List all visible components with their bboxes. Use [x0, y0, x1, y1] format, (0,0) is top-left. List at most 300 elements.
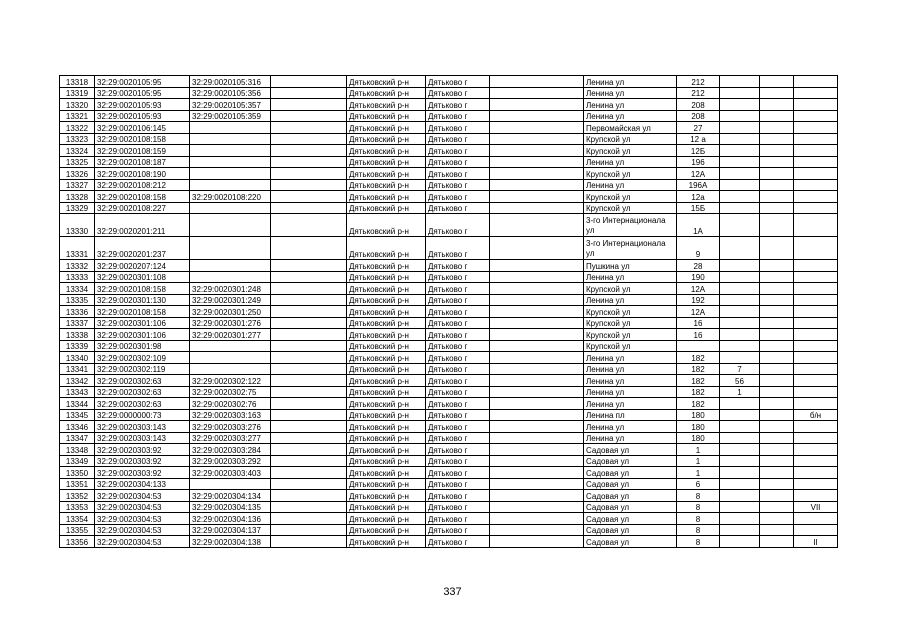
- street-cell: Крупской ул: [584, 202, 677, 214]
- parcel-number-cell: 32:29:0020301:106: [95, 317, 190, 329]
- house-number-cell: 208: [677, 99, 720, 111]
- blank-cell: [271, 294, 347, 306]
- row-number-cell: 13354: [60, 513, 95, 525]
- city-cell: Дятьково г: [426, 306, 490, 318]
- blank-cell: [760, 156, 794, 168]
- object-number-cell: [190, 145, 271, 157]
- object-number-cell: 32:29:0020304:138: [190, 536, 271, 548]
- city-cell: Дятьково г: [426, 110, 490, 122]
- city-cell: Дятьково г: [426, 490, 490, 502]
- blank-cell: [490, 421, 584, 433]
- row-number-cell: 13339: [60, 340, 95, 352]
- table-row: [60, 283, 838, 295]
- street-cell: Ленина ул: [584, 294, 677, 306]
- object-number-cell: 32:29:0020303:292: [190, 455, 271, 467]
- blank-cell: [490, 501, 584, 513]
- parcel-number-cell: 32:29:0020304:53: [95, 501, 190, 513]
- street-cell: Садовая ул: [584, 467, 677, 479]
- house-number-cell: 1: [677, 444, 720, 456]
- blank-cell: [760, 214, 794, 237]
- house-number-cell: 1А: [677, 214, 720, 237]
- apartment-cell: 1: [720, 386, 760, 398]
- apartment-cell: [720, 352, 760, 364]
- row-number-cell: 13318: [60, 76, 95, 88]
- district-cell: Дятьковский р-н: [347, 444, 426, 456]
- blank-cell: [271, 444, 347, 456]
- row-number-cell: 13344: [60, 398, 95, 410]
- parcel-number-cell: 32:29:0020105:93: [95, 99, 190, 111]
- blank-cell: [760, 467, 794, 479]
- row-number-cell: 13324: [60, 145, 95, 157]
- object-number-cell: 32:29:0020304:134: [190, 490, 271, 502]
- blank-cell: [760, 191, 794, 203]
- city-cell: Дятьково г: [426, 76, 490, 88]
- table-row: [60, 191, 838, 203]
- blank-cell: [271, 87, 347, 99]
- house-number-cell: 182: [677, 352, 720, 364]
- house-number-cell: 6: [677, 478, 720, 490]
- district-cell: Дятьковский р-н: [347, 421, 426, 433]
- city-cell: Дятьково г: [426, 191, 490, 203]
- blank-cell: [760, 133, 794, 145]
- parcel-number-cell: 32:29:0020207:124: [95, 260, 190, 272]
- district-cell: Дятьковский р-н: [347, 363, 426, 375]
- parcel-number-cell: 32:29:0020105:95: [95, 76, 190, 88]
- object-number-cell: [190, 122, 271, 134]
- blank-cell: [490, 145, 584, 157]
- blank-cell: [271, 283, 347, 295]
- note-cell: [794, 99, 838, 111]
- table-row: [60, 260, 838, 272]
- parcel-number-cell: 32:29:0000000:73: [95, 409, 190, 421]
- street-cell: Ленина ул: [584, 352, 677, 364]
- blank-cell: [271, 363, 347, 375]
- table-row: [60, 122, 838, 134]
- district-cell: Дятьковский р-н: [347, 478, 426, 490]
- city-cell: Дятьково г: [426, 87, 490, 99]
- street-cell: Крупской ул: [584, 145, 677, 157]
- blank-cell: [490, 214, 584, 237]
- object-number-cell: 32:29:0020303:276: [190, 421, 271, 433]
- note-cell: [794, 421, 838, 433]
- object-number-cell: [190, 237, 271, 260]
- blank-cell: [271, 99, 347, 111]
- object-number-cell: [190, 202, 271, 214]
- parcel-number-cell: 32:29:0020302:63: [95, 386, 190, 398]
- apartment-cell: [720, 478, 760, 490]
- parcel-number-cell: 32:29:0020302:63: [95, 375, 190, 387]
- note-cell: [794, 513, 838, 525]
- note-cell: [794, 375, 838, 387]
- blank-cell: [490, 110, 584, 122]
- object-number-cell: 32:29:0020105:356: [190, 87, 271, 99]
- district-cell: Дятьковский р-н: [347, 524, 426, 536]
- blank-cell: [760, 352, 794, 364]
- city-cell: Дятьково г: [426, 352, 490, 364]
- blank-cell: [271, 202, 347, 214]
- apartment-cell: [720, 99, 760, 111]
- object-number-cell: 32:29:0020301:248: [190, 283, 271, 295]
- blank-cell: [490, 490, 584, 502]
- city-cell: Дятьково г: [426, 363, 490, 375]
- row-number-cell: 13335: [60, 294, 95, 306]
- apartment-cell: [720, 122, 760, 134]
- city-cell: Дятьково г: [426, 536, 490, 548]
- blank-cell: [490, 478, 584, 490]
- row-number-cell: 13338: [60, 329, 95, 341]
- note-cell: [794, 432, 838, 444]
- table-row: [60, 444, 838, 456]
- row-number-cell: 13349: [60, 455, 95, 467]
- house-number-cell: 1: [677, 455, 720, 467]
- district-cell: Дятьковский р-н: [347, 490, 426, 502]
- row-number-cell: 13356: [60, 536, 95, 548]
- blank-cell: [490, 432, 584, 444]
- apartment-cell: [720, 76, 760, 88]
- street-cell: Ленина ул: [584, 271, 677, 283]
- apartment-cell: [720, 524, 760, 536]
- street-cell: Ленина ул: [584, 87, 677, 99]
- table-row: [60, 294, 838, 306]
- table-row: [60, 409, 838, 421]
- object-number-cell: 32:29:0020303:284: [190, 444, 271, 456]
- table-row: [60, 145, 838, 157]
- blank-cell: [760, 110, 794, 122]
- city-cell: Дятьково г: [426, 398, 490, 410]
- row-number-cell: 13319: [60, 87, 95, 99]
- parcel-number-cell: 32:29:0020108:187: [95, 156, 190, 168]
- blank-cell: [760, 99, 794, 111]
- blank-cell: [760, 260, 794, 272]
- note-cell: [794, 202, 838, 214]
- city-cell: Дятьково г: [426, 386, 490, 398]
- object-number-cell: [190, 133, 271, 145]
- blank-cell: [760, 145, 794, 157]
- row-number-cell: 13337: [60, 317, 95, 329]
- object-number-cell: 32:29:0020303:277: [190, 432, 271, 444]
- row-number-cell: 13333: [60, 271, 95, 283]
- district-cell: Дятьковский р-н: [347, 501, 426, 513]
- note-cell: [794, 156, 838, 168]
- table-row: [60, 133, 838, 145]
- street-cell: Пушкина ул: [584, 260, 677, 272]
- street-cell: Ленина ул: [584, 386, 677, 398]
- apartment-cell: [720, 306, 760, 318]
- city-cell: Дятьково г: [426, 375, 490, 387]
- object-number-cell: 32:29:0020304:135: [190, 501, 271, 513]
- blank-cell: [490, 271, 584, 283]
- blank-cell: [490, 133, 584, 145]
- object-number-cell: 32:29:0020301:277: [190, 329, 271, 341]
- district-cell: Дятьковский р-н: [347, 432, 426, 444]
- blank-cell: [760, 179, 794, 191]
- blank-cell: [271, 421, 347, 433]
- apartment-cell: [720, 179, 760, 191]
- object-number-cell: 32:29:0020303:403: [190, 467, 271, 479]
- object-number-cell: [190, 168, 271, 180]
- blank-cell: [760, 455, 794, 467]
- house-number-cell: 180: [677, 432, 720, 444]
- house-number-cell: 16: [677, 317, 720, 329]
- blank-cell: [271, 156, 347, 168]
- blank-cell: [760, 398, 794, 410]
- parcel-number-cell: 32:29:0020301:106: [95, 329, 190, 341]
- table-row: [60, 202, 838, 214]
- district-cell: Дятьковский р-н: [347, 202, 426, 214]
- object-number-cell: 32:29:0020302:122: [190, 375, 271, 387]
- house-number-cell: 12а: [677, 191, 720, 203]
- house-number-cell: 12Б: [677, 145, 720, 157]
- blank-cell: [760, 202, 794, 214]
- blank-cell: [271, 179, 347, 191]
- street-cell: Ленина ул: [584, 76, 677, 88]
- blank-cell: [271, 168, 347, 180]
- blank-cell: [271, 409, 347, 421]
- note-cell: [794, 179, 838, 191]
- street-cell: Крупской ул: [584, 133, 677, 145]
- note-cell: [794, 110, 838, 122]
- blank-cell: [760, 432, 794, 444]
- district-cell: Дятьковский р-н: [347, 513, 426, 525]
- table-row: [60, 501, 838, 513]
- table-row: [60, 363, 838, 375]
- district-cell: Дятьковский р-н: [347, 271, 426, 283]
- district-cell: Дятьковский р-н: [347, 386, 426, 398]
- row-number-cell: 13322: [60, 122, 95, 134]
- blank-cell: [271, 110, 347, 122]
- table-row: [60, 524, 838, 536]
- district-cell: Дятьковский р-н: [347, 260, 426, 272]
- table-row: [60, 352, 838, 364]
- apartment-cell: [720, 260, 760, 272]
- city-cell: Дятьково г: [426, 179, 490, 191]
- blank-cell: [271, 467, 347, 479]
- object-number-cell: 32:29:0020301:250: [190, 306, 271, 318]
- house-number-cell: 16: [677, 329, 720, 341]
- table-row: [60, 490, 838, 502]
- apartment-cell: [720, 329, 760, 341]
- blank-cell: [271, 478, 347, 490]
- apartment-cell: [720, 340, 760, 352]
- row-number-cell: 13340: [60, 352, 95, 364]
- district-cell: Дятьковский р-н: [347, 214, 426, 237]
- object-number-cell: 32:29:0020105:359: [190, 110, 271, 122]
- blank-cell: [490, 524, 584, 536]
- blank-cell: [490, 317, 584, 329]
- row-number-cell: 13320: [60, 99, 95, 111]
- blank-cell: [490, 168, 584, 180]
- blank-cell: [271, 524, 347, 536]
- blank-cell: [271, 329, 347, 341]
- street-cell: Крупской ул: [584, 317, 677, 329]
- note-cell: [794, 386, 838, 398]
- row-number-cell: 13348: [60, 444, 95, 456]
- street-text: 3-го Интернационала ул: [586, 216, 666, 235]
- table-row: [60, 271, 838, 283]
- blank-cell: [490, 122, 584, 134]
- object-number-cell: 32:29:0020301:249: [190, 294, 271, 306]
- house-number-cell: 190: [677, 271, 720, 283]
- street-cell: Садовая ул: [584, 513, 677, 525]
- street-cell: Ленина пл: [584, 409, 677, 421]
- street-cell: Садовая ул: [584, 524, 677, 536]
- apartment-cell: [720, 283, 760, 295]
- note-cell: [794, 191, 838, 203]
- house-number-cell: 182: [677, 386, 720, 398]
- table-body: [60, 76, 838, 548]
- district-cell: Дятьковский р-н: [347, 352, 426, 364]
- note-cell: [794, 306, 838, 318]
- apartment-cell: [720, 294, 760, 306]
- object-number-cell: [190, 363, 271, 375]
- blank-cell: [760, 363, 794, 375]
- house-number-cell: 182: [677, 398, 720, 410]
- house-number-cell: 180: [677, 409, 720, 421]
- house-number-cell: 8: [677, 536, 720, 548]
- blank-cell: [490, 294, 584, 306]
- object-number-cell: 32:29:0020105:357: [190, 99, 271, 111]
- blank-cell: [490, 76, 584, 88]
- parcel-number-cell: 32:29:0020303:143: [95, 421, 190, 433]
- blank-cell: [271, 237, 347, 260]
- apartment-cell: [720, 444, 760, 456]
- object-number-cell: 32:29:0020303:163: [190, 409, 271, 421]
- note-cell: [794, 271, 838, 283]
- street-cell: Садовая ул: [584, 444, 677, 456]
- apartment-cell: [720, 133, 760, 145]
- parcel-number-cell: 32:29:0020201:211: [95, 214, 190, 237]
- blank-cell: [271, 455, 347, 467]
- blank-cell: [271, 513, 347, 525]
- blank-cell: [760, 329, 794, 341]
- note-cell: [794, 168, 838, 180]
- blank-cell: [271, 398, 347, 410]
- street-cell: Крупской ул: [584, 283, 677, 295]
- district-cell: Дятьковский р-н: [347, 409, 426, 421]
- table-row: [60, 329, 838, 341]
- blank-cell: [271, 490, 347, 502]
- blank-cell: [271, 76, 347, 88]
- district-cell: Дятьковский р-н: [347, 122, 426, 134]
- house-number-cell: 180: [677, 421, 720, 433]
- object-number-cell: [190, 179, 271, 191]
- blank-cell: [271, 214, 347, 237]
- table-row: [60, 156, 838, 168]
- street-cell: Садовая ул: [584, 455, 677, 467]
- blank-cell: [760, 294, 794, 306]
- blank-cell: [490, 352, 584, 364]
- note-cell: [794, 524, 838, 536]
- city-cell: Дятьково г: [426, 513, 490, 525]
- apartment-cell: [720, 398, 760, 410]
- house-number-cell: 12А: [677, 283, 720, 295]
- blank-cell: [271, 375, 347, 387]
- city-cell: Дятьково г: [426, 145, 490, 157]
- parcel-number-cell: 32:29:0020303:92: [95, 455, 190, 467]
- row-number-cell: 13347: [60, 432, 95, 444]
- district-cell: Дятьковский р-н: [347, 76, 426, 88]
- parcel-number-cell: 32:29:0020108:212: [95, 179, 190, 191]
- blank-cell: [760, 536, 794, 548]
- house-number-cell: 12 а: [677, 133, 720, 145]
- house-number-cell: 182: [677, 363, 720, 375]
- apartment-cell: [720, 490, 760, 502]
- blank-cell: [490, 237, 584, 260]
- blank-cell: [490, 283, 584, 295]
- object-number-cell: 32:29:0020302:76: [190, 398, 271, 410]
- district-cell: Дятьковский р-н: [347, 340, 426, 352]
- parcel-number-cell: 32:29:0020108:158: [95, 306, 190, 318]
- city-cell: Дятьково г: [426, 409, 490, 421]
- row-number-cell: 13352: [60, 490, 95, 502]
- district-cell: Дятьковский р-н: [347, 110, 426, 122]
- city-cell: Дятьково г: [426, 260, 490, 272]
- street-cell: Ленина ул: [584, 398, 677, 410]
- apartment-cell: [720, 432, 760, 444]
- blank-cell: [490, 363, 584, 375]
- object-number-cell: [190, 156, 271, 168]
- parcel-number-cell: 32:29:0020301:108: [95, 271, 190, 283]
- house-number-cell: 12А: [677, 168, 720, 180]
- blank-cell: [760, 317, 794, 329]
- house-number-cell: 12А: [677, 306, 720, 318]
- row-number-cell: 13341: [60, 363, 95, 375]
- table-row: [60, 455, 838, 467]
- parcel-number-cell: 32:29:0020304:53: [95, 524, 190, 536]
- table-row: [60, 214, 838, 237]
- blank-cell: [490, 386, 584, 398]
- blank-cell: [760, 386, 794, 398]
- blank-cell: [760, 490, 794, 502]
- note-cell: [794, 214, 838, 237]
- street-cell: Первомайская ул: [584, 122, 677, 134]
- apartment-cell: [720, 214, 760, 237]
- blank-cell: [271, 340, 347, 352]
- note-cell: [794, 87, 838, 99]
- city-cell: Дятьково г: [426, 294, 490, 306]
- row-number-cell: 13336: [60, 306, 95, 318]
- table-row: [60, 87, 838, 99]
- district-cell: Дятьковский р-н: [347, 145, 426, 157]
- parcel-number-cell: 32:29:0020105:95: [95, 87, 190, 99]
- parcel-number-cell: 32:29:0020302:119: [95, 363, 190, 375]
- apartment-cell: [720, 237, 760, 260]
- page-number: 337: [443, 586, 462, 598]
- table-row: [60, 99, 838, 111]
- blank-cell: [490, 156, 584, 168]
- apartment-cell: 7: [720, 363, 760, 375]
- table-row: [60, 76, 838, 88]
- city-cell: Дятьково г: [426, 317, 490, 329]
- table-row: [60, 386, 838, 398]
- table-row: [60, 110, 838, 122]
- parcel-number-cell: 32:29:0020108:227: [95, 202, 190, 214]
- table-row: [60, 536, 838, 548]
- parcel-number-cell: 32:29:0020304:53: [95, 513, 190, 525]
- street-cell: Ленина ул: [584, 432, 677, 444]
- district-cell: Дятьковский р-н: [347, 398, 426, 410]
- street-cell: Садовая ул: [584, 478, 677, 490]
- district-cell: Дятьковский р-н: [347, 133, 426, 145]
- street-cell: Садовая ул: [584, 490, 677, 502]
- district-cell: Дятьковский р-н: [347, 283, 426, 295]
- city-cell: Дятьково г: [426, 432, 490, 444]
- parcel-number-cell: 32:29:0020301:98: [95, 340, 190, 352]
- row-number-cell: 13328: [60, 191, 95, 203]
- district-cell: Дятьковский р-н: [347, 467, 426, 479]
- district-cell: Дятьковский р-н: [347, 237, 426, 260]
- cadastral-table: [59, 75, 838, 548]
